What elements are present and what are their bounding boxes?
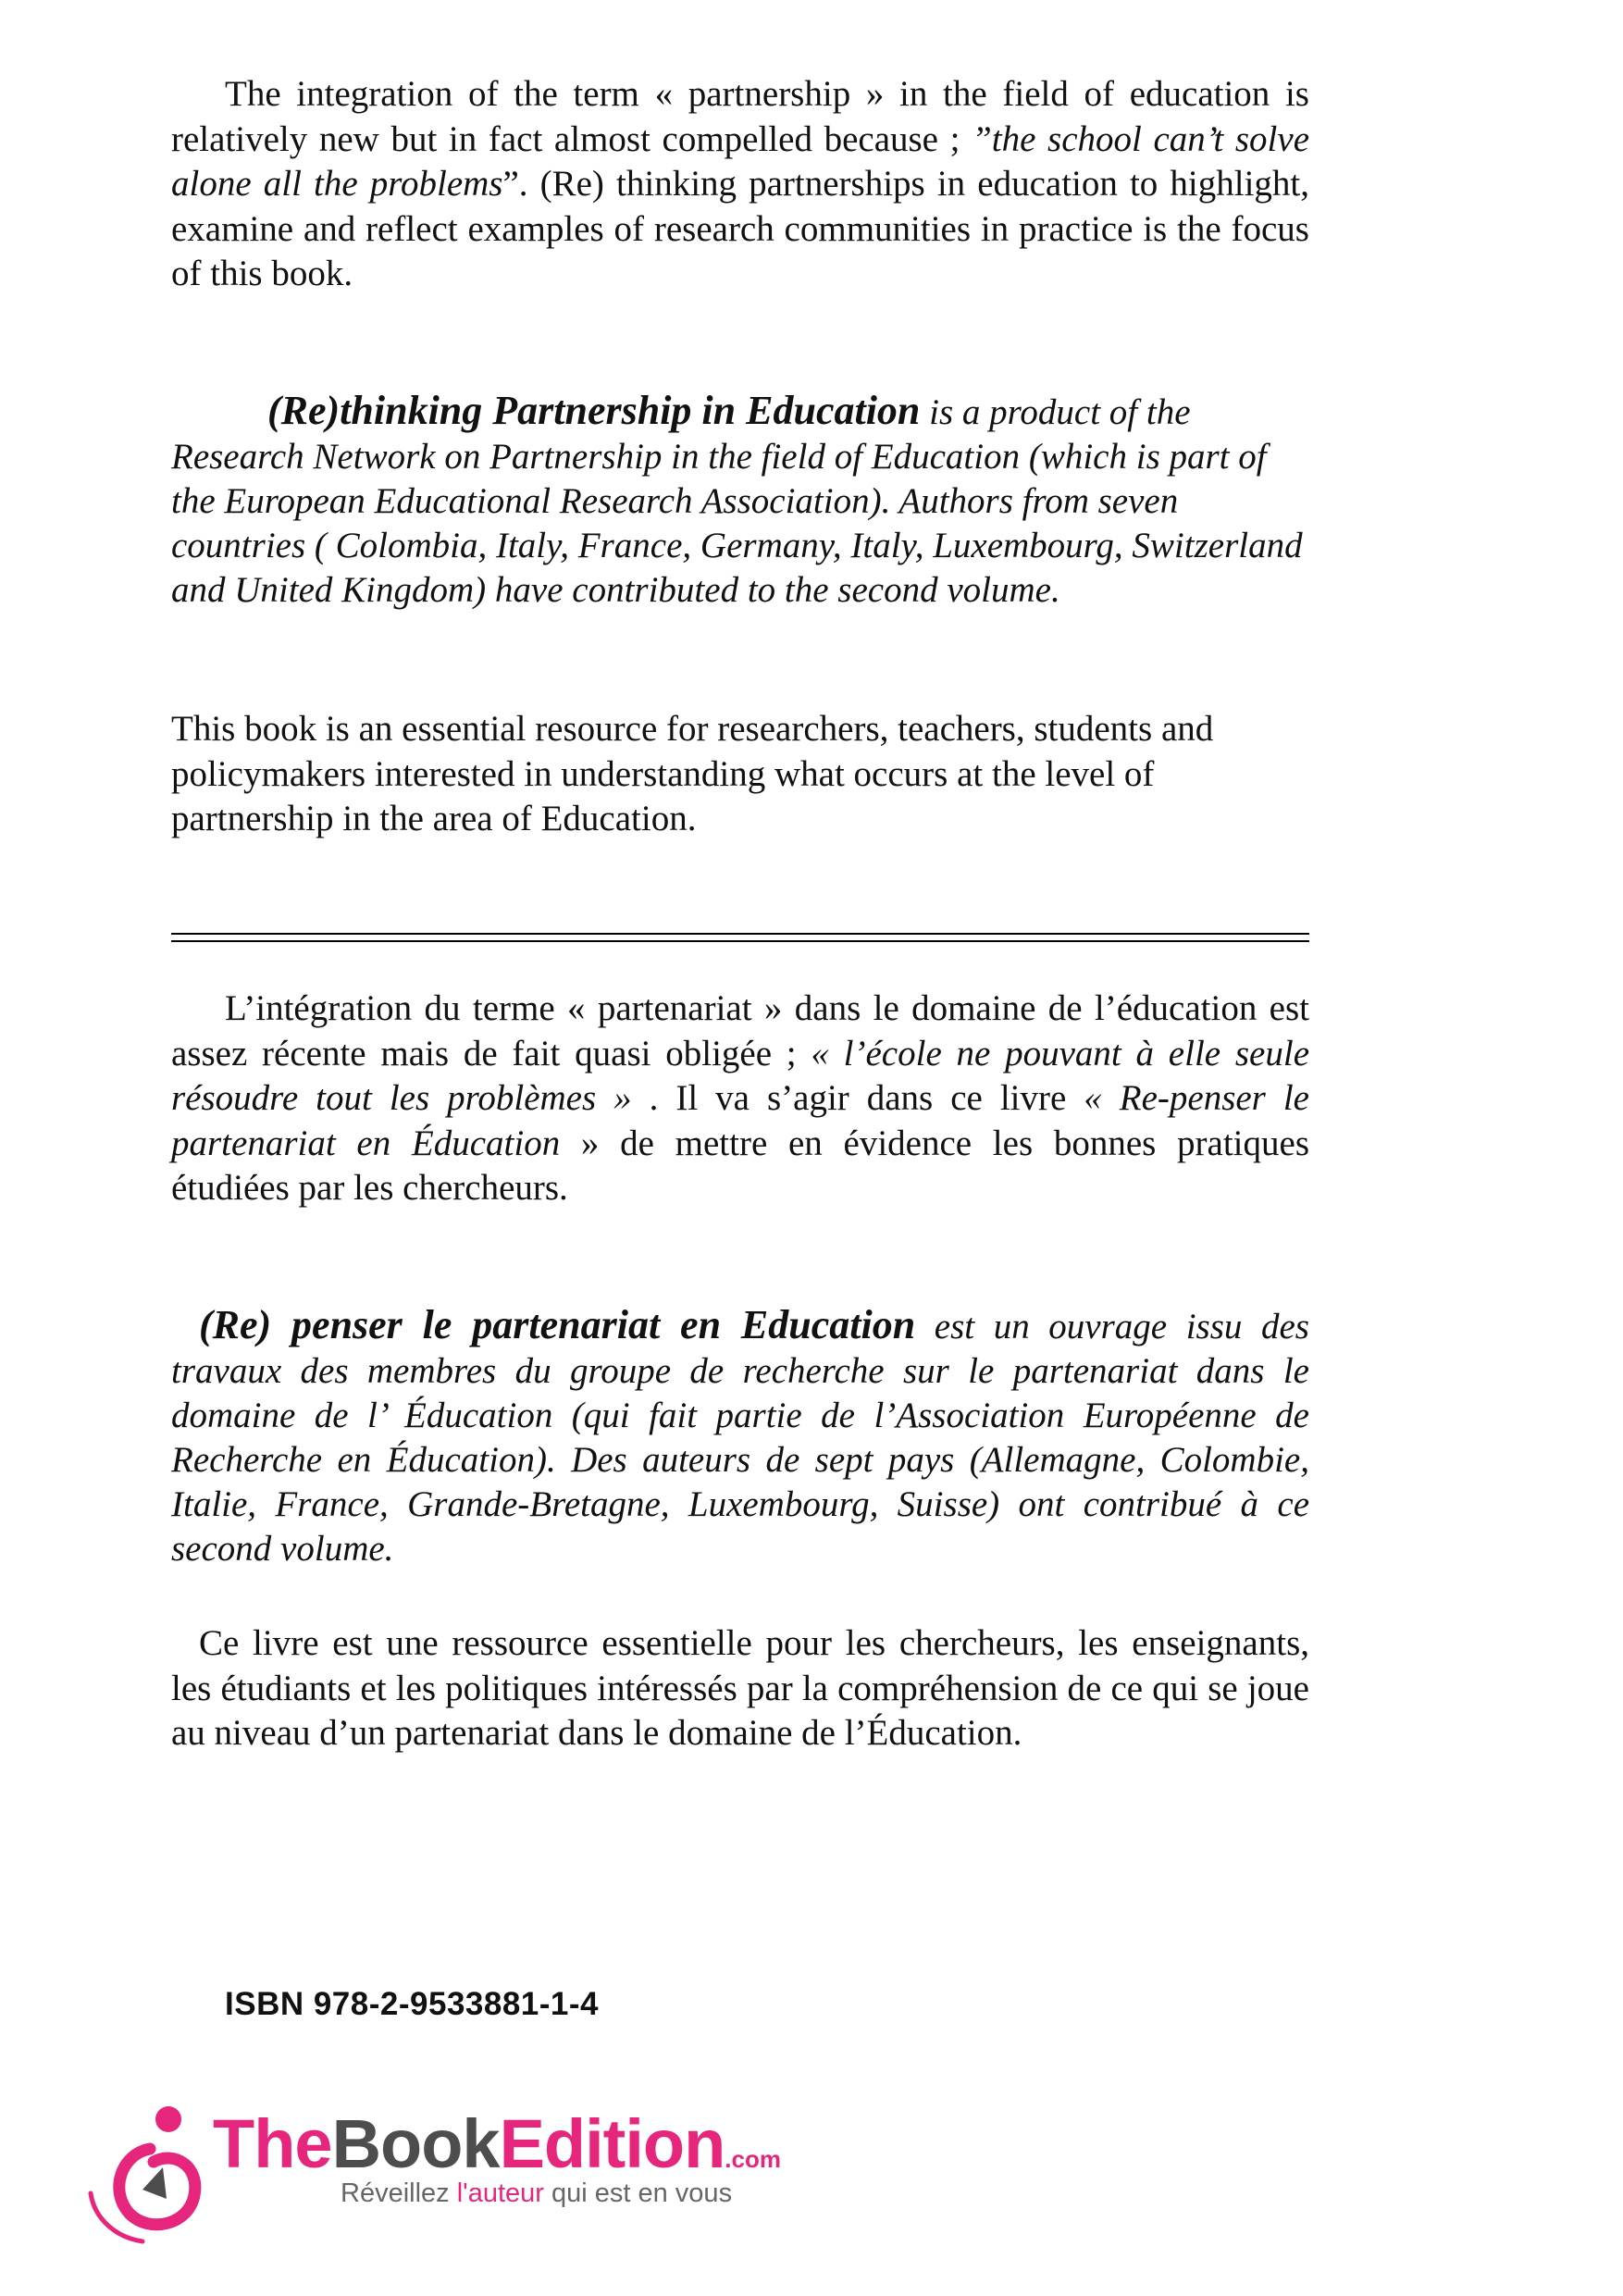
tagline-end: qui est en vous <box>543 2178 733 2208</box>
french-intro-text-3: » de mettre en évidence les bonnes pratiques étudiées par les chercheurs. <box>171 1123 1309 1208</box>
french-book-title-inline: « Re-penser le partenariat en Éducation <box>171 1078 1309 1163</box>
english-intro-paragraph <box>171 72 1309 297</box>
french-product-text: est un ouvrage issu des travaux des membres du groupe de recherche sur le partenariat dans le domaine de l’ Éducation (qui fait partie de l’Association Européenne de Recherche en Éducation). Des auteurs de sept pays (Allemagne, Colombie, Italie, France, Grande-Bretagne, Luxembourg, Suisse) ont contribué à ce second volume. <box>171 1307 1309 1569</box>
person-swirl-icon <box>85 2093 215 2251</box>
french-intro-text-2: . Il va s’agir dans ce livre <box>631 1078 1084 1118</box>
french-resource-paragraph: Ce livre est une ressource essentielle pour les chercheurs, les enseignants, les étudiants et les politiques intéressés par la compréhension de ce qui se joue au niveau d’un partenariat dans le domaine de l’Éducation. <box>171 1623 1309 1753</box>
english-resource-paragraph: This book is an essential resource for researchers, teachers, students and policymakers interested in understanding what occurs at the level of partnership in the area of Education. <box>171 709 1214 838</box>
english-intro-quote: ”the school can’t solve alone all the problems <box>171 118 1310 204</box>
separator-rule-top <box>171 933 1309 935</box>
publisher-logo <box>85 2093 844 2260</box>
tagline-highlight: l'auteur <box>456 2178 544 2208</box>
english-intro-text-1: The integration of the term « partnership » in the field of education is relatively new but in fact almost compelled because ; <box>171 74 1309 159</box>
tagline-start: Réveillez <box>341 2178 457 2208</box>
english-product-text: is a product of the Research Network on Partnership in the field of Education (which is part of the European Educational Research Association). Authors from seven countries ( Colombia, Italy, France, Germany, Italy, Luxembourg, Switzerland and United Kingdom) have contributed to the second volume. <box>171 392 1303 610</box>
logo-word-edition: Edition <box>499 2105 725 2182</box>
french-product-paragraph <box>171 1303 1309 1571</box>
separator-rule-bottom <box>171 940 1309 942</box>
english-product-paragraph <box>171 389 1309 613</box>
isbn-label: ISBN 978-2-9533881-1-4 <box>225 1986 600 2022</box>
english-book-title: (Re)thinking Partnership in Education <box>267 388 921 433</box>
french-book-title: (Re) penser le partenariat en Education <box>199 1302 916 1347</box>
french-intro-paragraph <box>171 987 1309 1211</box>
logo-suffix: .com <box>725 2145 781 2173</box>
logo-word-book: Book <box>331 2105 500 2182</box>
french-intro-text-1: L’intégration du terme « partenariat » dans le domaine de l’éducation est assez récente mais de fait quasi obligée ; <box>171 988 1309 1074</box>
logo-tagline <box>341 2178 732 2209</box>
english-intro-text-2: ”. (Re) thinking partnerships in education to highlight, examine and reflect examples of research communities in practice is the focus of this book. <box>171 164 1309 293</box>
french-intro-quote: « l’école ne pouvant à elle seule résoudre tout les problèmes » <box>171 1033 1310 1118</box>
logo-word-the: The <box>213 2105 332 2182</box>
